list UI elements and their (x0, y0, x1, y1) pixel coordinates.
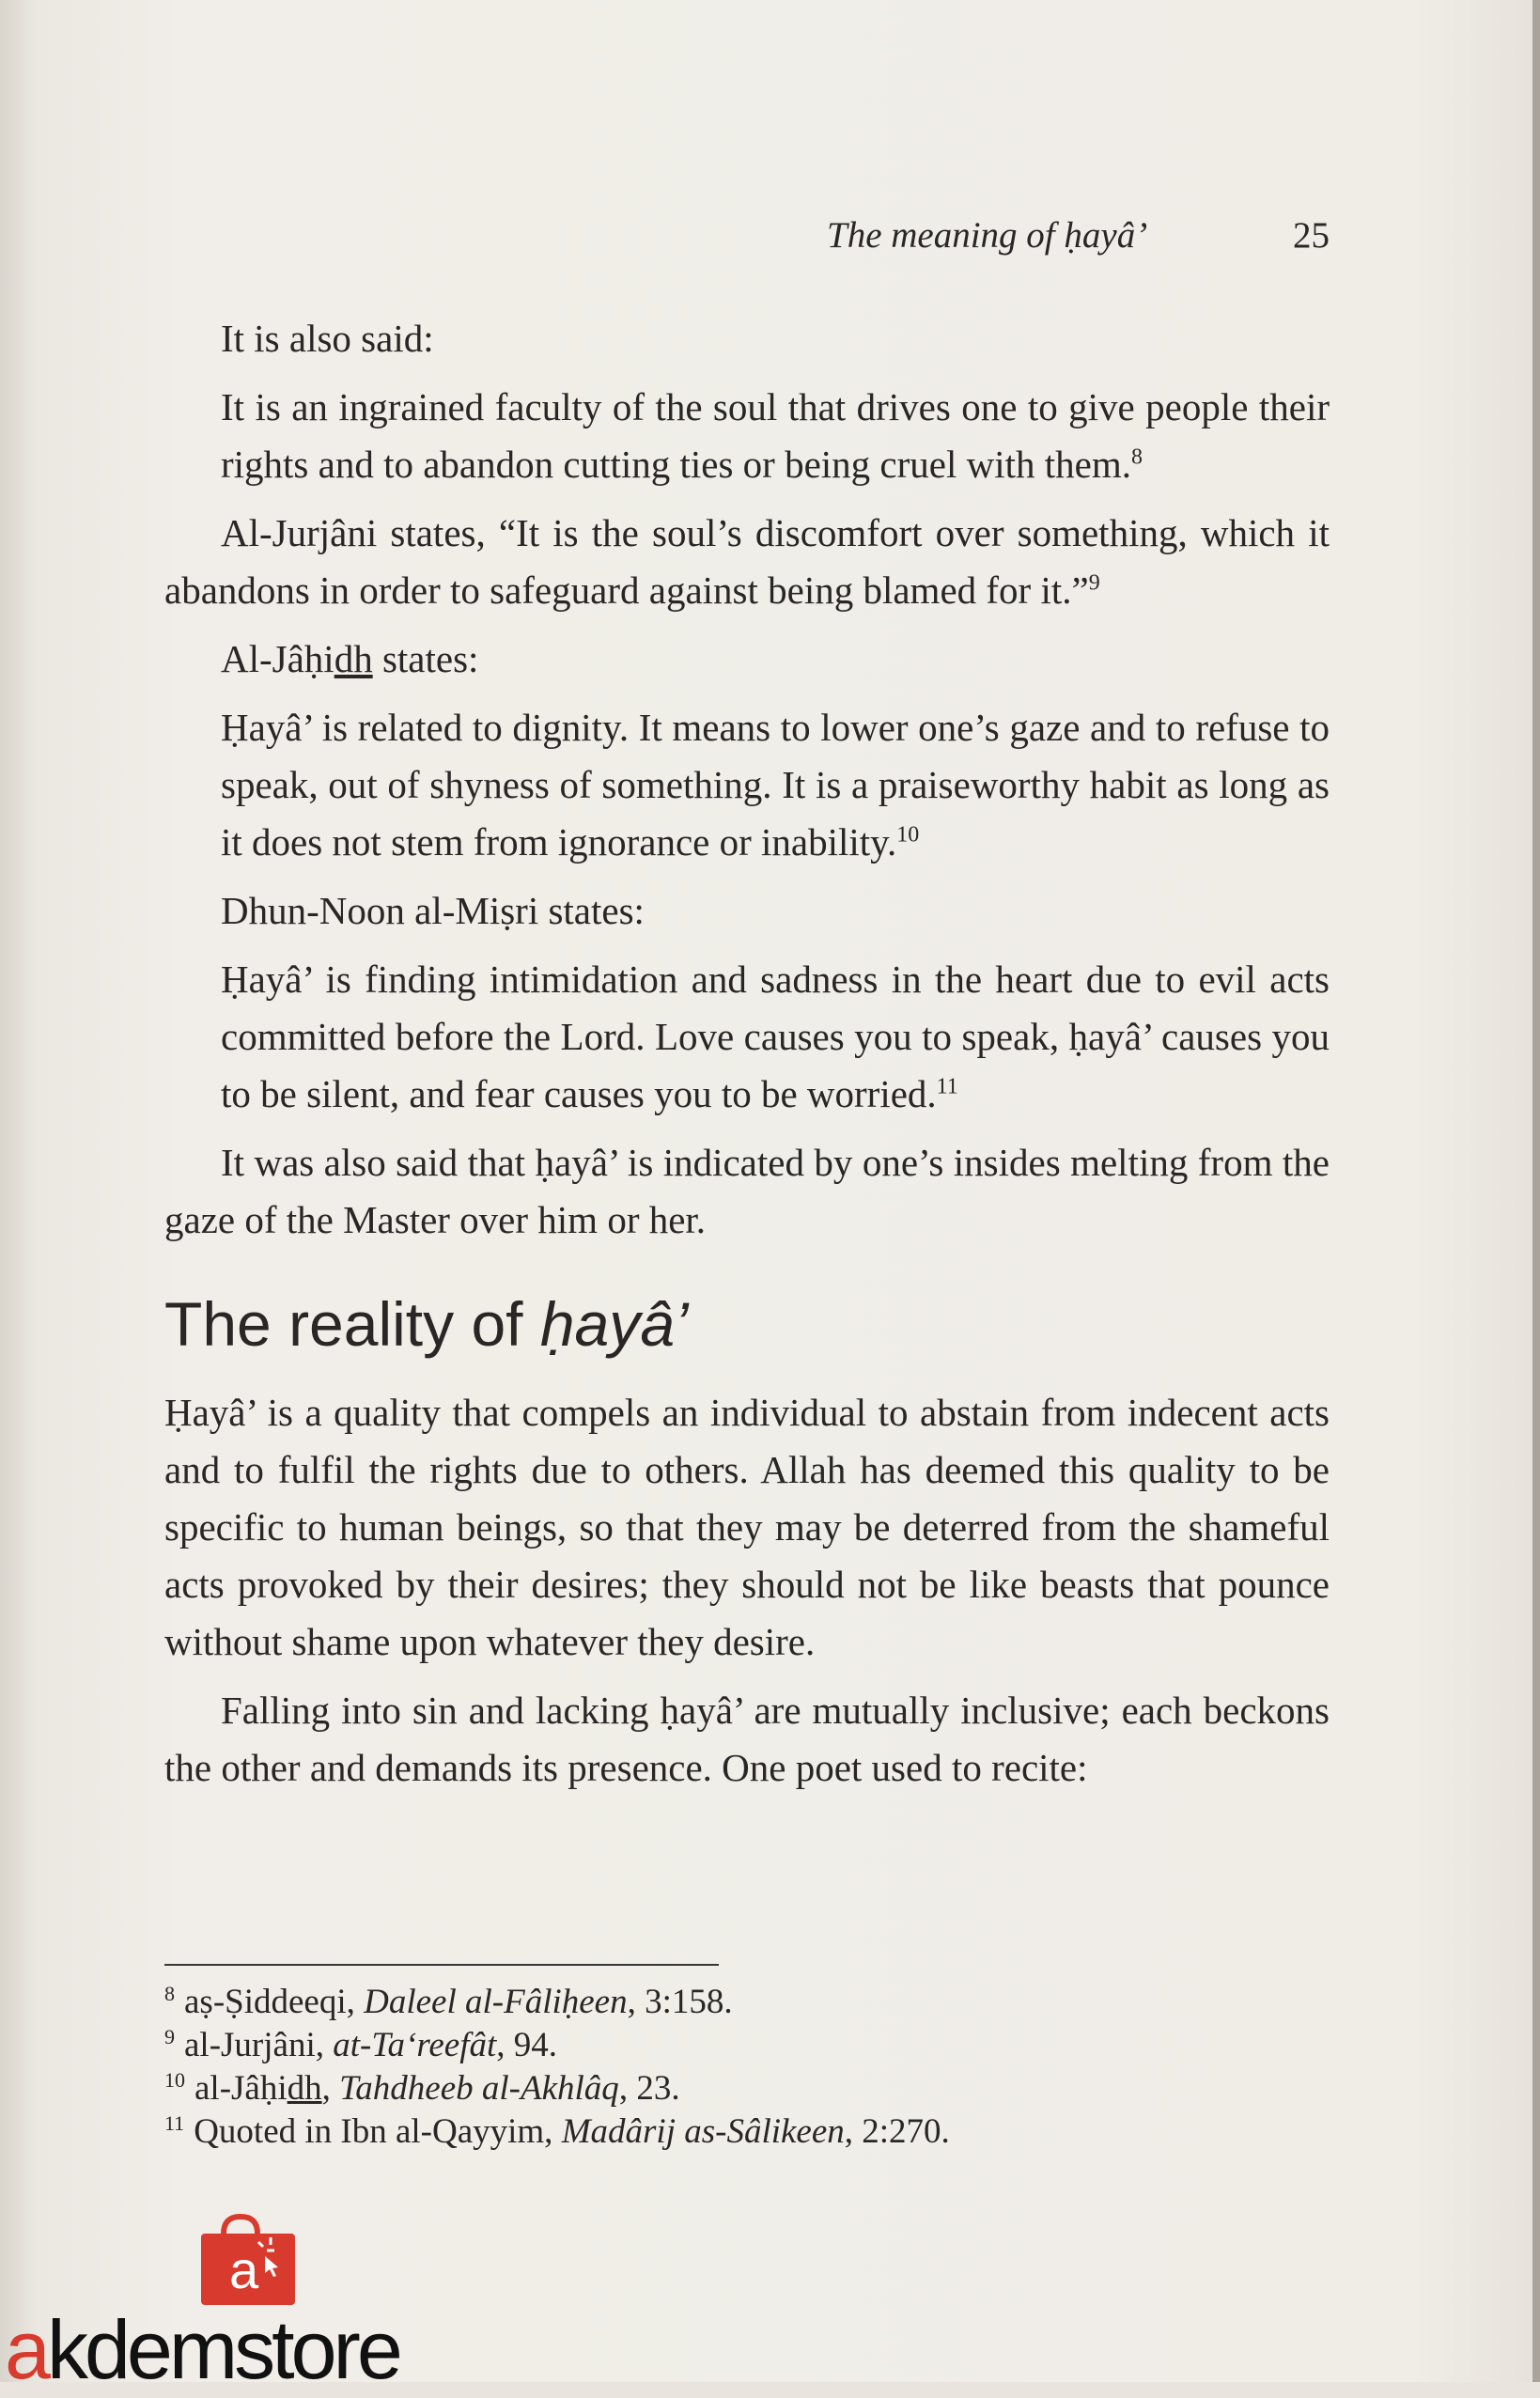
section-heading: The reality of ḥayâ’ (164, 1289, 689, 1359)
footnote-ref: 8 (1131, 444, 1143, 470)
header-title: The meaning of ḥayâ’ (827, 215, 1148, 256)
paragraph: Al-Jâḥidh states: (221, 637, 479, 680)
body-text (164, 310, 1330, 1808)
paragraph: Dhun-Noon al-Miṣri states: (221, 889, 645, 932)
quotation: Ḥayâ’ is finding intimidation and sadness in the heart due to evil acts committed before the Lord. Love causes you to speak, ḥayâ’ causes you to be silent, and fear causes you to be worried.$^{11}$ (221, 958, 1330, 1115)
store-watermark (0, 2203, 498, 2396)
footnote: $^{11}$ Quoted in Ibn al-Qayyim, Madârij as-Sâlikeen, 2:270. (164, 2110, 950, 2151)
footnote-ref: 10 (896, 822, 920, 848)
page-number: 25 (1293, 215, 1330, 256)
footnote-ref: 9 (1088, 570, 1100, 596)
quotation: It is an ingrained faculty of the soul that drives one to give people their rights and to abandon cutting ties or being cruel with them.$^8$ (221, 385, 1330, 486)
footnote-divider (164, 1964, 719, 1966)
paragraph: It is also said: (221, 317, 434, 360)
paragraph: Al-Jurjâni states, “It is the soul’s discomfort over something, which it abandons in order to safeguard against being blamed for it.”$^9$ (164, 511, 1330, 612)
footnote: $^8$ aṣ-Ṣiddeeqi, Daleel al-Fâliḥeen, 3:158. (164, 1981, 733, 2021)
footnote: $^9$ al-Jurjâni, at-Ta‘reefât, 94. (164, 2024, 558, 2064)
paragraph: Falling into sin and lacking ḥayâ’ are mutually inclusive; each beckons the other and demands its presence. One poet used to recite: (164, 1689, 1330, 1789)
running-header (827, 214, 1330, 271)
svg-text:a: a (229, 2240, 259, 2299)
footnote-ref: 11 (936, 1074, 958, 1099)
page-edge (1532, 0, 1540, 2382)
paragraph: Ḥayâ’ is a quality that compels an individual to abstain from indecent acts and to fulfil the rights due to others. Allah has deemed this quality to be specific to human beings, so that they may be deterred from the shameful acts provoked by their desires; they should not be like beasts that pounce without shame upon whatever they desire. (164, 1391, 1330, 1663)
shopping-bag-icon (195, 2213, 301, 2307)
footnote: $^{10}$ al-Jâḥidh, Tahdheeb al-Akhlâq, 23. (164, 2067, 680, 2108)
quotation: Ḥayâ’ is related to dignity. It means to lower one’s gaze and to refuse to speak, out of shyness of something. It is a praiseworthy habit as long as it does not stem from ignorance or inability.$^{10}$ (221, 706, 1330, 864)
brand-wordmark: akdemstore (5, 2303, 399, 2396)
paragraph: It was also said that ḥayâ’ is indicated by one’s insides melting from the gaze of the Master over him or her. (164, 1141, 1330, 1241)
footnotes (164, 1981, 1330, 2154)
